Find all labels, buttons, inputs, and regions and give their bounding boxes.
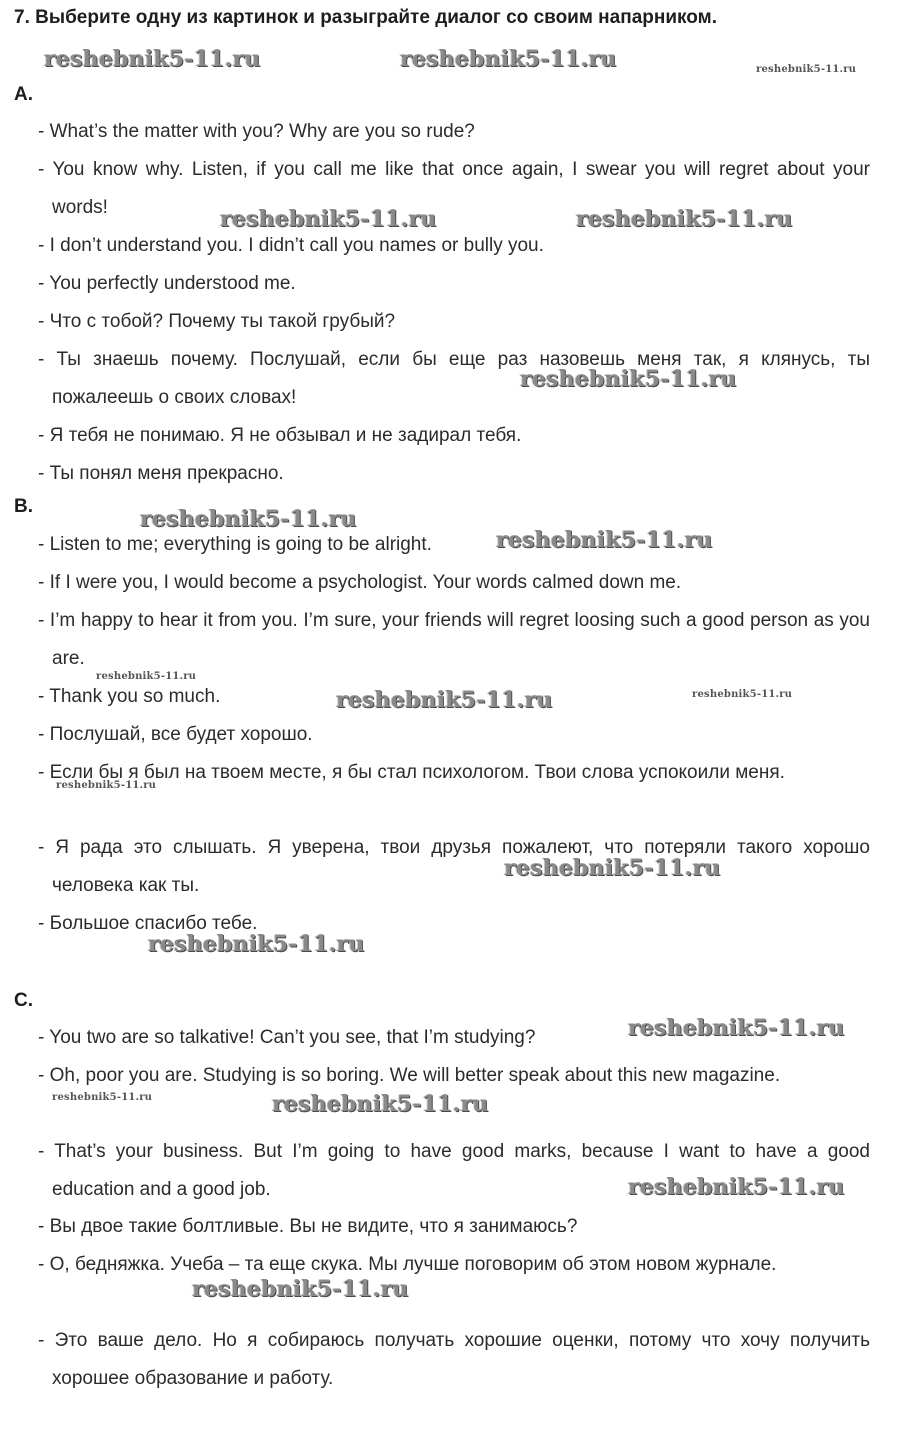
section-label-c: С. bbox=[14, 990, 33, 1011]
dialog-line-a1: - What’s the matter with you? Why are you so rude? bbox=[38, 121, 475, 142]
dialog-line-b1: - Listen to me; everything is going to be alright. bbox=[38, 534, 432, 555]
dialog-line-b6: - Если бы я был на твоем месте, я бы стал психологом. Твои слова успокоили меня. bbox=[38, 762, 785, 783]
dialog-line-c1: - You two are so talkative! Can’t you see, that I’m studying? bbox=[38, 1027, 536, 1048]
watermark: reshebnik5-11.ru bbox=[496, 527, 713, 553]
watermark: reshebnik5-11.ru bbox=[576, 206, 793, 232]
section-label-a: А. bbox=[14, 84, 33, 105]
dialog-line-a7: - Я тебя не понимаю. Я не обзывал и не задирал тебя. bbox=[38, 425, 522, 446]
dialog-line-b4: - Thank you so much. bbox=[38, 686, 221, 707]
dialog-line-b8: - Большое спасибо тебе. bbox=[38, 913, 258, 934]
watermark: reshebnik5-11.ru bbox=[504, 855, 721, 881]
dialog-line-a4: - You perfectly understood me. bbox=[38, 273, 296, 294]
dialog-line-a3: - I don’t understand you. I didn’t call you names or bully you. bbox=[38, 235, 544, 256]
dialog-line-a8: - Ты понял меня прекрасно. bbox=[38, 463, 284, 484]
watermark: reshebnik5-11.ru bbox=[756, 64, 857, 75]
dialog-line-b2: - If I were you, I would become a psychologist. Your words calmed down me. bbox=[38, 572, 682, 593]
watermark: reshebnik5-11.ru bbox=[44, 46, 261, 72]
dialog-line-c3: - That’s your business. But I’m going to have good marks, because I want to have a good education and a good job. bbox=[38, 1141, 870, 1200]
dialog-line-c6: - Это ваше дело. Но я собираюсь получать хорошие оценки, потому что хочу получить хорошее образование и работу. bbox=[38, 1330, 870, 1389]
watermark: reshebnik5-11.ru bbox=[628, 1015, 845, 1041]
watermark: reshebnik5-11.ru bbox=[272, 1091, 489, 1117]
dialog-line-c5: - О, бедняжка. Учеба – та еще скука. Мы лучше поговорим об этом новом журнале. bbox=[38, 1254, 777, 1275]
watermark: reshebnik5-11.ru bbox=[520, 366, 737, 392]
watermark: reshebnik5-11.ru bbox=[192, 1276, 409, 1302]
dialog-line-a2: - You know why. Listen, if you call me like that once again, I swear you will regret about your words! bbox=[38, 159, 870, 218]
watermark: reshebnik5-11.ru bbox=[140, 506, 357, 532]
watermark: reshebnik5-11.ru bbox=[628, 1174, 845, 1200]
watermark: reshebnik5-11.ru bbox=[52, 1092, 153, 1103]
watermark: reshebnik5-11.ru bbox=[96, 671, 197, 682]
watermark: reshebnik5-11.ru bbox=[400, 46, 617, 72]
task-title: 7. Выберите одну из картинок и разыграйте диалог со своим напарником. bbox=[14, 7, 717, 28]
dialog-line-b5: - Послушай, все будет хорошо. bbox=[38, 724, 313, 745]
dialog-line-a6: - Ты знаешь почему. Послушай, если бы еще раз назовешь меня так, я клянусь, ты пожалеешь о своих словах! bbox=[38, 349, 870, 408]
dialog-line-b7: - Я рада это слышать. Я уверена, твои друзья пожалеют, что потеряли такого хорошо человека как ты. bbox=[38, 837, 870, 896]
section-label-b: В. bbox=[14, 496, 33, 517]
watermark: reshebnik5-11.ru bbox=[56, 780, 157, 791]
dialog-line-a5: - Что с тобой? Почему ты такой грубый? bbox=[38, 311, 396, 332]
watermark: reshebnik5-11.ru bbox=[692, 689, 793, 700]
watermark: reshebnik5-11.ru bbox=[336, 687, 553, 713]
dialog-line-c4: - Вы двое такие болтливые. Вы не видите, что я занимаюсь? bbox=[38, 1216, 578, 1237]
dialog-line-b3: - I’m happy to hear it from you. I’m sure, your friends will regret loosing such a good person as you are. bbox=[38, 610, 870, 669]
watermark: reshebnik5-11.ru bbox=[220, 206, 437, 232]
dialog-line-c2: - Oh, poor you are. Studying is so boring. We will better speak about this new magazine. bbox=[38, 1065, 781, 1086]
watermark: reshebnik5-11.ru bbox=[148, 931, 365, 957]
